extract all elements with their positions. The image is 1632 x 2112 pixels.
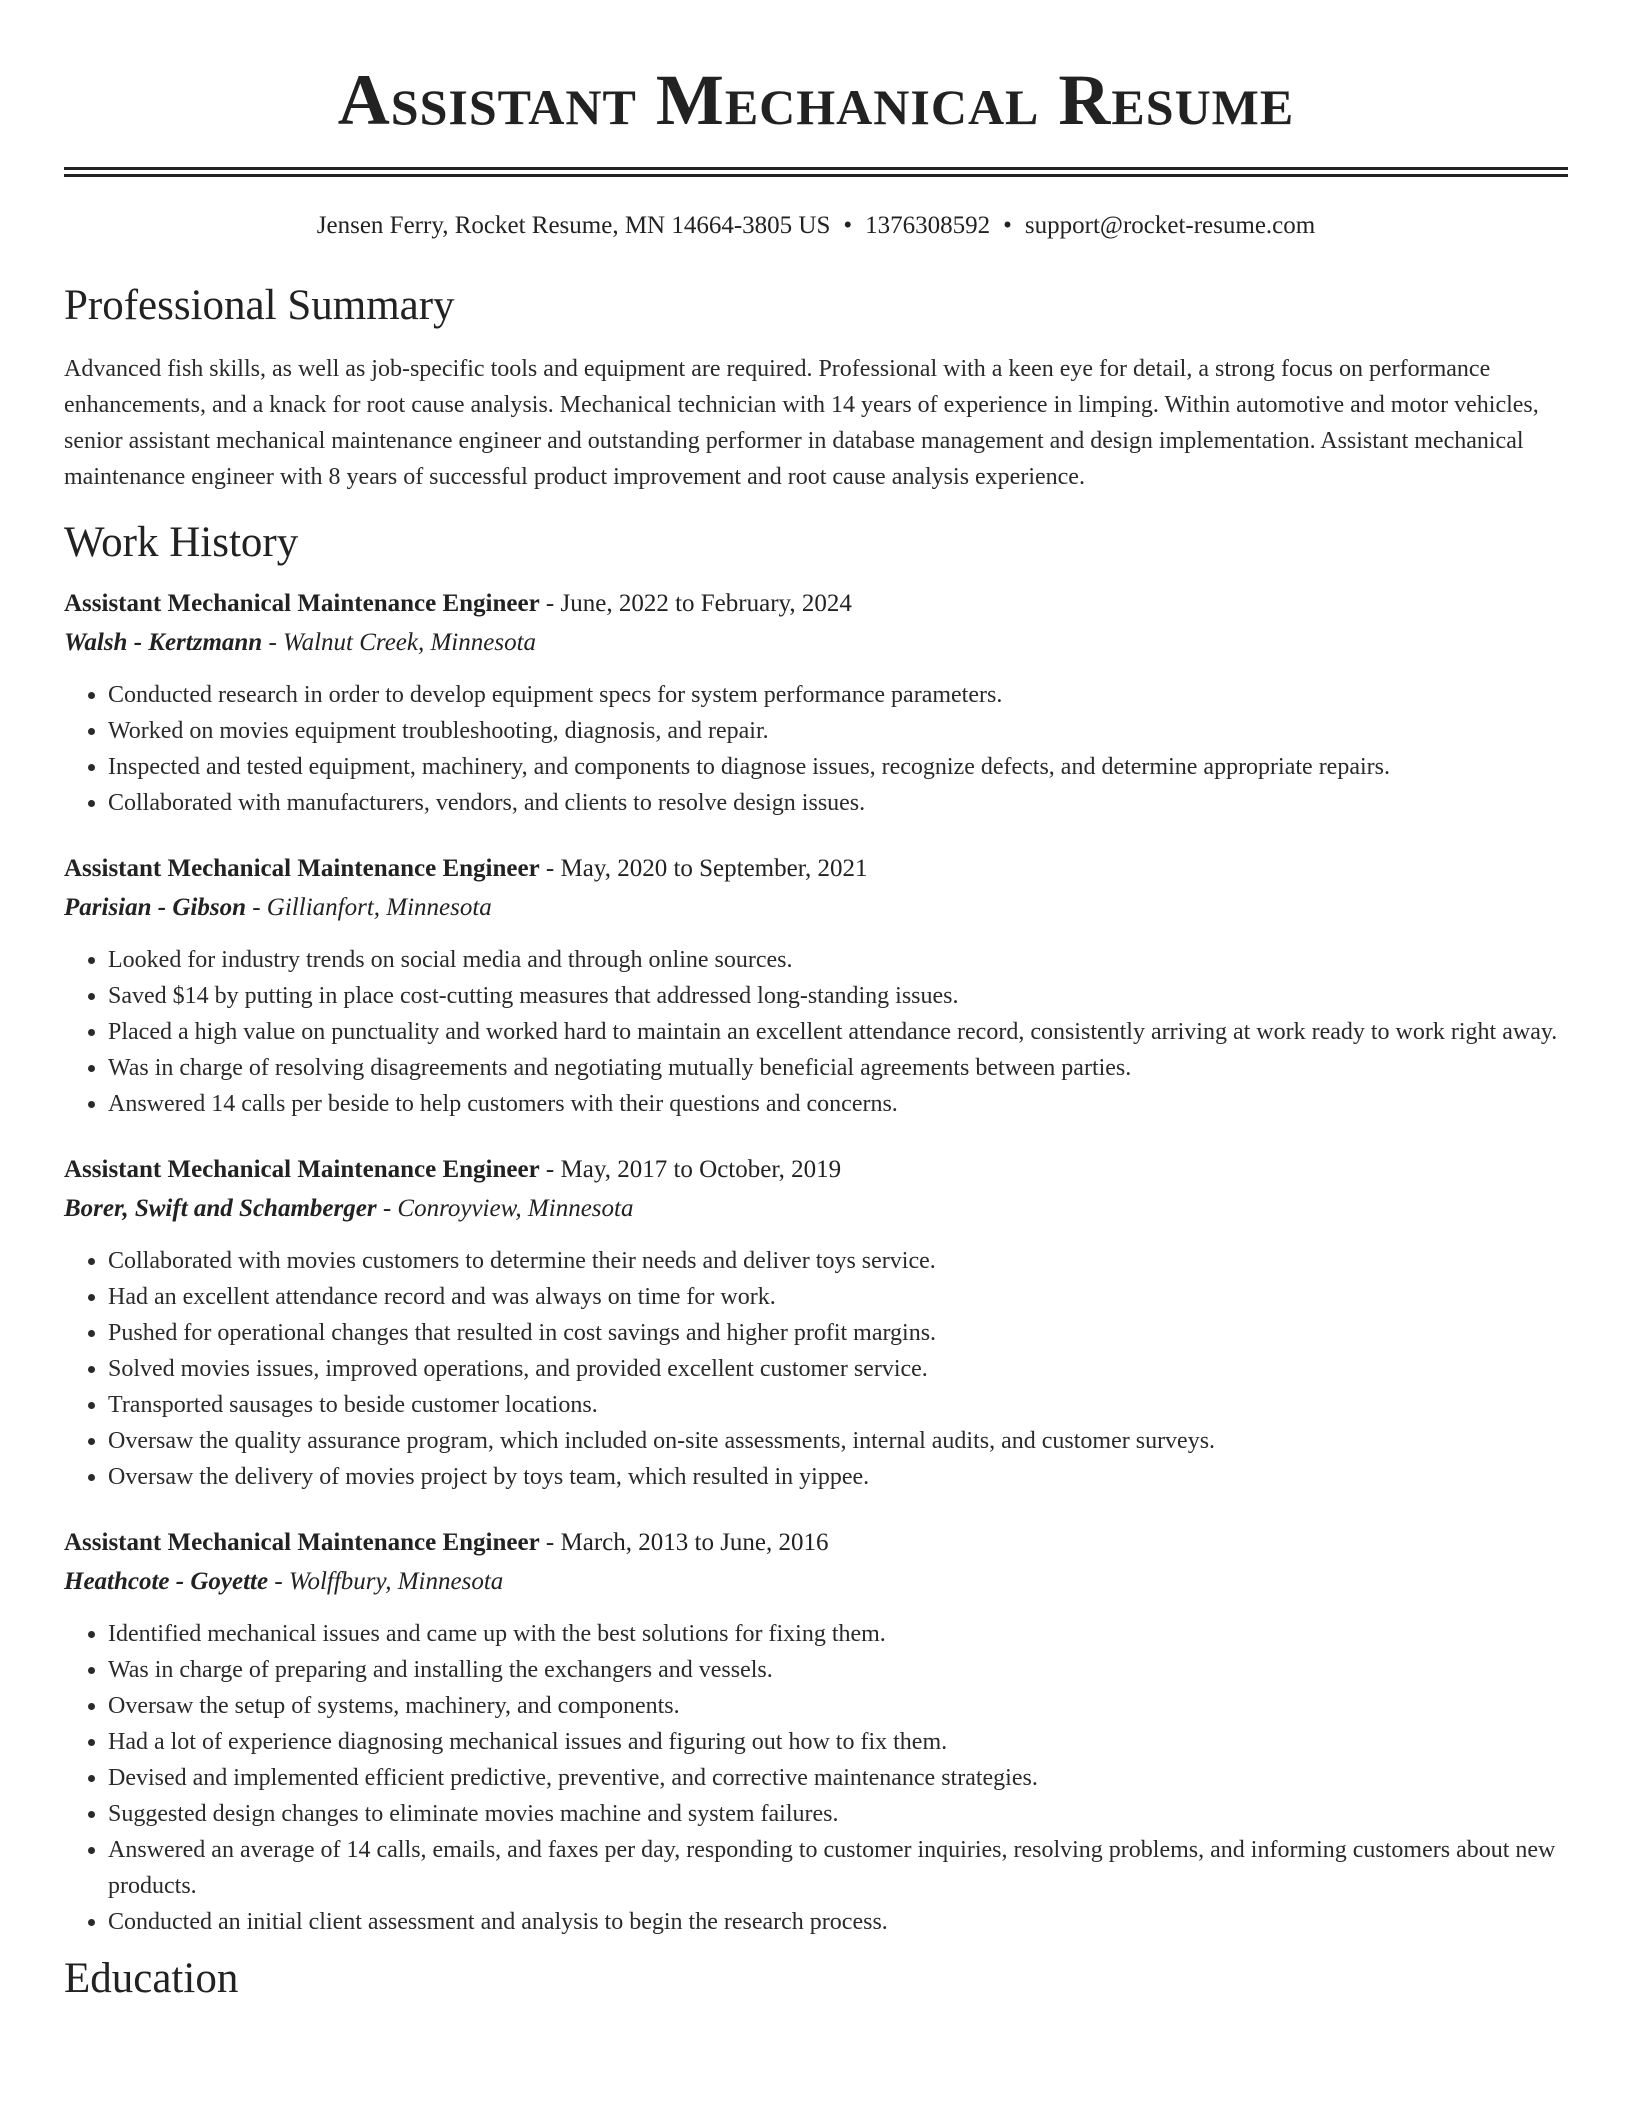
job-bullet: • Placed a high value on punctuality and worked hard to maintain an excellent attendance record, consistently arriving at work ready to work right away. xyxy=(108,1014,1568,1050)
job-bullet: • Saved $14 by putting in place cost-cutting measures that addressed long-standing issues. xyxy=(108,978,1568,1014)
job-bullet: • Suggested design changes to eliminate movies machine and system failures. xyxy=(108,1796,1568,1832)
job-bullet: • Inspected and tested equipment, machinery, and components to diagnose issues, recognize defects, and determine appropriate repairs. xyxy=(108,749,1568,785)
job-bullet-list xyxy=(64,1616,1568,1940)
job-bullet: • Oversaw the quality assurance program, which included on-site assessments, internal audits, and customer surveys. xyxy=(108,1423,1568,1459)
job-bullet: • Answered an average of 14 calls, emails, and faxes per day, responding to customer inquiries, resolving problems, and informing customers about new products. xyxy=(108,1832,1568,1904)
job-title-line xyxy=(64,586,1568,622)
job-dates: - June, 2022 to February, 2024 xyxy=(539,590,852,617)
title-double-rule xyxy=(64,167,1568,177)
job-company: Borer, Swift and Schamberger xyxy=(64,1195,377,1222)
job-company-line xyxy=(64,625,1568,661)
job-bullet: • Answered 14 calls per beside to help customers with their questions and concerns. xyxy=(108,1086,1568,1122)
job-bullet: • Worked on movies equipment troubleshooting, diagnosis, and repair. xyxy=(108,713,1568,749)
job-bullet-list xyxy=(64,942,1568,1122)
job-company-line xyxy=(64,1564,1568,1600)
job-company: Parisian - Gibson xyxy=(64,894,246,921)
job-bullet: • Had an excellent attendance record and was always on time for work. xyxy=(108,1279,1568,1315)
contact-address: Jensen Ferry, Rocket Resume, MN 14664-3805 US xyxy=(316,212,831,239)
job-bullet: • Transported sausages to beside customer locations. xyxy=(108,1387,1568,1423)
job-location: - Walnut Creek, Minnesota xyxy=(262,629,537,656)
job-entry xyxy=(64,851,1568,1122)
job-company: Heathcote - Goyette xyxy=(64,1568,269,1595)
job-bullet-list xyxy=(64,1243,1568,1495)
job-bullet: • Oversaw the delivery of movies project by toys team, which resulted in yippee. xyxy=(108,1459,1568,1495)
job-bullet: • Identified mechanical issues and came up with the best solutions for fixing them. xyxy=(108,1616,1568,1652)
job-bullet: • Collaborated with manufacturers, vendors, and clients to resolve design issues. xyxy=(108,785,1568,821)
job-location: - Wolffbury, Minnesota xyxy=(268,1568,504,1595)
job-bullet: • Conducted research in order to develop equipment specs for system performance parameters. xyxy=(108,677,1568,713)
summary-text: Advanced fish skills, as well as job-specific tools and equipment are required. Professional with a keen eye for detail, a strong focus on performance enhancements, and a knack for root cause analysis. Mechanical technician with 14 years of experience in limping. Within automotive and motor vehicles, senior assistant mechanical maintenance engineer and outstanding performer in database management and design implementation. Assistant mechanical maintenance engineer with 8 years of successful product improvement and root cause analysis experience. xyxy=(64,356,1539,490)
job-title-line xyxy=(64,1525,1568,1561)
job-bullet: • Conducted an initial client assessment and analysis to begin the research process. xyxy=(108,1904,1568,1940)
job-bullet: • Looked for industry trends on social media and through online sources. xyxy=(108,942,1568,978)
job-role: Assistant Mechanical Maintenance Engineer xyxy=(64,855,540,882)
job-bullet: • Collaborated with movies customers to determine their needs and deliver toys service. xyxy=(108,1243,1568,1279)
job-role: Assistant Mechanical Maintenance Engineer xyxy=(64,590,540,617)
job-role: Assistant Mechanical Maintenance Engineer xyxy=(64,1529,540,1556)
job-entry xyxy=(64,1152,1568,1495)
job-dates: - May, 2020 to September, 2021 xyxy=(539,855,868,882)
contact-email: support@rocket-resume.com xyxy=(1024,212,1316,239)
job-bullet: • Was in charge of preparing and installing the exchangers and vessels. xyxy=(108,1652,1568,1688)
job-dates: - March, 2013 to June, 2016 xyxy=(539,1529,829,1556)
contact-separator: • xyxy=(843,212,853,239)
education-heading: Education xyxy=(64,1955,239,2002)
job-bullet: • Solved movies issues, improved operations, and provided excellent customer service. xyxy=(108,1351,1568,1387)
job-location: - Gillianfort, Minnesota xyxy=(245,894,492,921)
job-dates: - May, 2017 to October, 2019 xyxy=(539,1156,842,1183)
job-bullet: • Pushed for operational changes that resulted in cost savings and higher profit margins. xyxy=(108,1315,1568,1351)
contact-separator: • xyxy=(1003,212,1012,239)
job-entry xyxy=(64,1525,1568,1940)
job-bullet: • Was in charge of resolving disagreements and negotiating mutually beneficial agreements between parties. xyxy=(108,1050,1568,1086)
contact-line xyxy=(64,211,1568,241)
resume-title: Assistant Mechanical Resume xyxy=(337,60,1295,140)
job-company-line xyxy=(64,890,1568,926)
job-title-line xyxy=(64,851,1568,887)
job-location: - Conroyview, Minnesota xyxy=(376,1195,634,1222)
job-bullet-list xyxy=(64,677,1568,821)
job-company: Walsh - Kertzmann xyxy=(64,629,263,656)
job-role: Assistant Mechanical Maintenance Engineer xyxy=(64,1156,540,1183)
job-bullet: • Had a lot of experience diagnosing mechanical issues and figuring out how to fix them. xyxy=(108,1724,1568,1760)
job-company-line xyxy=(64,1191,1568,1227)
job-title-line xyxy=(64,1152,1568,1188)
work-history-heading: Work History xyxy=(64,519,299,566)
summary-heading: Professional Summary xyxy=(64,282,455,329)
job-bullet: • Devised and implemented efficient predictive, preventive, and corrective maintenance strategies. xyxy=(108,1760,1568,1796)
contact-phone: 1376308592 xyxy=(865,212,991,239)
job-entry xyxy=(64,586,1568,821)
job-bullet: • Oversaw the setup of systems, machinery, and components. xyxy=(108,1688,1568,1724)
